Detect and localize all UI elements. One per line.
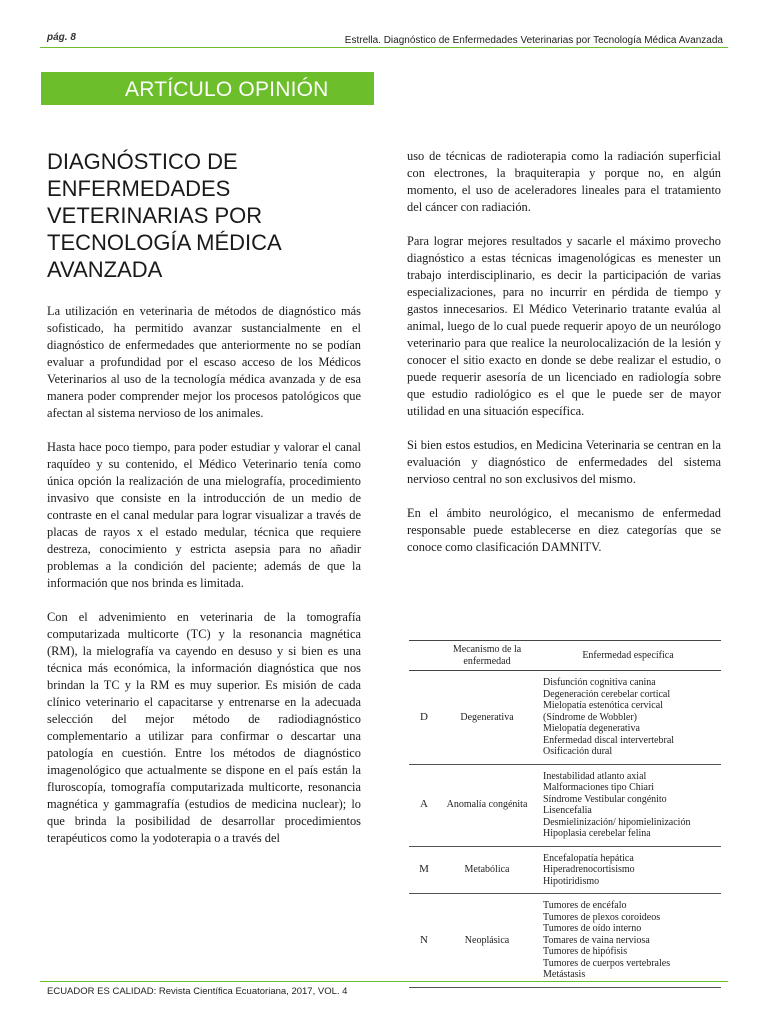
disease-item: Metástasis <box>543 969 586 980</box>
table-row <box>409 764 721 846</box>
mechanism-letter: D <box>409 671 439 765</box>
paragraph: En el ámbito neurológico, el mecanismo de enfermedad responsable puede establecerse en diez categorías que se conoce como clasificación DAMNITV. <box>407 506 721 554</box>
disease-item: Enfermedad discal intervertebral <box>543 734 675 746</box>
table-header-letter <box>409 641 439 671</box>
disease-item: Tumores de hipófisis <box>543 946 628 957</box>
disease-item: Lisencefalia <box>543 805 592 816</box>
table-row <box>409 894 721 988</box>
journal-footer: ECUADOR ES CALIDAD: Revista Científica Ecuatoriana, 2017, VOL. 4 <box>47 986 348 997</box>
disease-item: Mielopatía estenótica cervical <box>543 700 663 711</box>
mechanism-name: Metabólica <box>439 846 535 894</box>
disease-item: Hipoplasia cerebelar felina <box>543 828 651 839</box>
table-header-row <box>409 641 721 671</box>
disease-item: Hipotiridismo <box>543 875 600 887</box>
mechanism-letter: M <box>409 846 439 894</box>
disease-item: Desmielinización/ hipomielinización <box>543 816 691 828</box>
disease-item: Tumores de encéfalo <box>543 900 627 911</box>
left-column <box>47 303 361 864</box>
table-header-mechanism: Mecanismo de la enfermedad <box>439 641 535 671</box>
mechanism-name: Degenerativa <box>439 671 535 765</box>
disease-list <box>535 846 721 894</box>
section-label: ARTÍCULO OPINIÓN <box>125 78 329 101</box>
disease-item: Osificación dural <box>543 746 613 757</box>
mechanism-name: Anomalía congénita <box>439 764 535 846</box>
paragraph: Hasta hace poco tiempo, para poder estudiar y valorar el canal raquídeo y su contenido, el Médico Veterinario tenía como única opción la realización de una mielografía, procedimiento invasivo que consiste en la introducción de un medio de contraste en el canal medular para lograr visualizar a través de placas de rayos x el estado medular, técnica que requiere destreza, conocimiento y estricta asepsia para no añadir problemas a la condición del paciente; además de que la información que nos brinda es limitada. <box>47 440 361 590</box>
disease-list <box>535 764 721 846</box>
table-row <box>409 671 721 765</box>
disease-item: Degeneración cerebelar cortical <box>543 688 671 700</box>
paragraph: Para lograr mejores resultados y sacarle el máximo provecho diagnóstico a estas técnicas imagenológicas es menester un trabajo interdisciplinario, es decir la participación de varias especializaciones, para no incurrir en pérdida de tiempo y gastos innecesarios. El Médico Veterinario tratante evalúa al animal, luego de lo cual puede requerir apoyo de un neurólogo veterinario para que realice la neurolocalización de la lesión y conocer el sitio exacto en donde se debe realizar el estudio, o puede requerir asesoría de un licenciado en radiología sobre que estudio radiológico es el que le puede ser de mayor utilidad en una situación específica. <box>407 234 721 418</box>
disease-item: Encefalopatía hepática <box>543 852 634 864</box>
disease-list <box>535 894 721 988</box>
paragraph: La utilización en veterinaria de métodos de diagnóstico más sofisticado, ha permitido avanzar sustancialmente en el diagnóstico de enfermedades que anteriormente no se podían evaluar a profundidad por el escaso acceso de los Médicos Veterinarios al uso de la tecnología médica avanzada y de esa manera poder comprender mejor los procesos patológicos que afectan al sistema nervioso de los animales. <box>47 304 361 420</box>
disease-list <box>535 671 721 765</box>
disease-item: Disfunción cognitiva canina <box>543 677 656 688</box>
damnitv-table <box>409 640 721 988</box>
paragraph: uso de técnicas de radioterapia como la radiación superficial con electrones, la braquiterapia y porque no, en algún momento, el uso de aceleradores lineales para el tratamiento del cáncer con radiación. <box>407 149 721 214</box>
disease-item: Hiperadrenocortisismo <box>543 864 635 875</box>
right-column <box>407 148 721 573</box>
disease-item: Síndrome Vestibular congénito <box>543 793 667 805</box>
article-title: DIAGNÓSTICO DE ENFERMEDADES VETERINARIAS POR TECNOLOGÍA MÉDICA AVANZADA <box>47 149 281 282</box>
disease-item: Tumores de cuerpos vertebrales <box>543 957 671 969</box>
table-row <box>409 846 721 894</box>
disease-item: Malformaciones tipo Chiari <box>543 782 655 793</box>
disease-item: Inestabilidad atlanto axial <box>543 770 647 782</box>
page-number: pág. 8 <box>47 32 76 43</box>
disease-item: Mielopatía degenerativa <box>543 723 640 734</box>
paragraph: Con el advenimiento en veterinaria de la tomografía computarizada multicorte (TC) y la resonancia magnética (RM), la mielografía va cayendo en desuso y si bien es una técnica más económica, la información diagnóstica que nos brindan la TC y la RM es muy superior. Es misión de cada clínico veterinario el capacitarse y entrenarse en la adecuada selección del mejor método de radiodiagnóstico complementario a utilizar para confirmar o descartar una patología en cuestión. Entre los métodos de diagnóstico imagenológico que actualmente se dispone en el país están la fluroscopía, tomografía computarizada multicorte, resonancia magnética y gammagrafía (estudios de medicina nuclear); lo que brinda la posibilidad de desarrollar procedimientos terapéuticos como la yodoterapia o a través del <box>47 610 361 845</box>
running-title: Estrella. Diagnóstico de Enfermedades Veterinarias por Tecnología Médica Avanzada <box>344 35 723 46</box>
disease-item: Tomares de vaina nerviosa <box>543 934 650 946</box>
paragraph: Si bien estos estudios, en Medicina Veterinaria se centran en la evaluación y diagnóstico de enfermedades del sistema nervioso central no son exclusivos del mismo. <box>407 438 721 486</box>
disease-item: Tumores de plexos coroideos <box>543 911 661 923</box>
mechanism-letter: N <box>409 894 439 988</box>
mechanism-name: Neoplásica <box>439 894 535 988</box>
disease-item: (Síndrome de Wobbler) <box>543 711 637 723</box>
table-header-disease: Enfermedad específica <box>535 641 721 671</box>
disease-item: Tumores de oído interno <box>543 923 642 934</box>
mechanism-letter: A <box>409 764 439 846</box>
header-rule <box>40 47 728 48</box>
footer-rule <box>40 981 728 982</box>
